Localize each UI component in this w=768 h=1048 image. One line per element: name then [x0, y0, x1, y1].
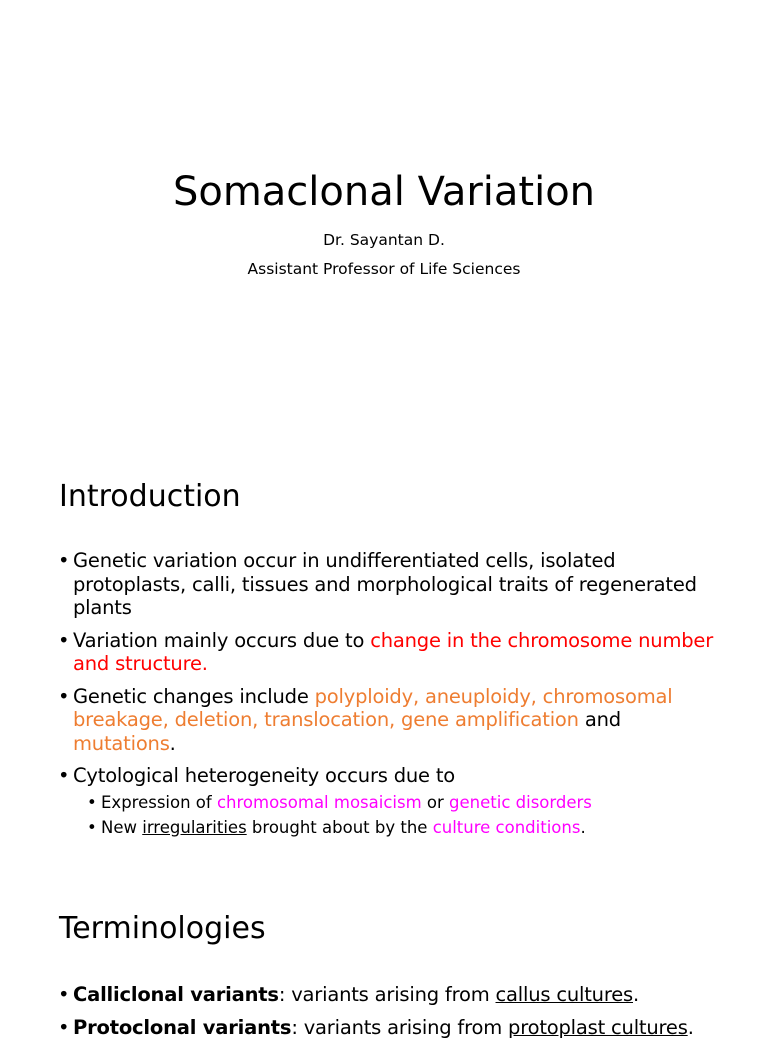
- bullet-item: [58, 685, 718, 756]
- author-name: Dr. Sayantan D.: [323, 231, 445, 249]
- bullet-icon: •: [58, 1015, 70, 1039]
- bullet-item: [58, 1016, 718, 1040]
- bullet-text: New: [101, 817, 143, 837]
- bullet-item: [58, 629, 718, 676]
- sub-bullet-group: [58, 793, 718, 838]
- underlined-text: protoplast cultures: [508, 1015, 688, 1039]
- highlight-text: polyploidy, aneuploidy, chromosomal breakage, deletion, translocation, gene amplification: [73, 684, 673, 731]
- bullet-text: Genetic changes include: [73, 684, 315, 708]
- highlight-text: genetic disorders: [449, 792, 592, 812]
- bullet-icon: •: [58, 764, 70, 787]
- bullet-item: [58, 549, 718, 620]
- bullet-text: and: [578, 708, 621, 731]
- slide-heading: Introduction: [59, 479, 241, 514]
- introduction-slide: [0, 430, 768, 860]
- bullet-text: : variants arising from: [291, 1015, 509, 1039]
- bullet-text: Genetic variation occur in undifferentiated cells, isolated protoplasts, calli, tissues and morphological traits of regenerated plants: [73, 549, 697, 619]
- underlined-text: irregularities: [142, 817, 247, 837]
- slide-heading: Terminologies: [59, 911, 266, 946]
- bullet-list: [58, 983, 718, 1048]
- bullet-text: or: [421, 792, 450, 812]
- sub-bullet-item: [87, 793, 718, 813]
- bullet-icon: •: [87, 817, 97, 837]
- bullet-icon: •: [58, 549, 70, 572]
- bullet-text: Expression of: [101, 792, 217, 812]
- bullet-text: brought about by the: [246, 817, 433, 837]
- bullet-text: .: [169, 731, 176, 755]
- bullet-text: : variants arising from: [278, 983, 496, 1006]
- term-name: Calliclonal variants: [73, 983, 279, 1006]
- bullet-text: Variation mainly occurs due to: [73, 628, 371, 652]
- terminologies-slide: [0, 860, 768, 1039]
- highlight-text: change in the chromosome number and structure.: [73, 628, 714, 675]
- bullet-text: .: [687, 1015, 694, 1039]
- bullet-list: [58, 549, 718, 843]
- bullet-icon: •: [58, 684, 70, 708]
- bullet-icon: •: [58, 983, 70, 1006]
- bullet-item: [58, 983, 718, 1007]
- highlight-text: mutations: [73, 731, 170, 755]
- bullet-text: Cytological heterogeneity occurs due to: [73, 764, 456, 787]
- presentation-title: Somaclonal Variation: [172, 169, 596, 215]
- bullet-icon: •: [58, 628, 70, 652]
- sub-bullet-list: [58, 793, 718, 838]
- term-name: Protoclonal variants: [73, 1015, 292, 1039]
- bullet-icon: •: [87, 792, 97, 812]
- bullet-item: [58, 764, 718, 788]
- highlight-text: culture conditions: [432, 817, 581, 837]
- title-slide: [0, 0, 768, 430]
- bullet-text: .: [633, 983, 639, 1006]
- author-position: Assistant Professor of Life Sciences: [247, 260, 521, 278]
- sub-bullet-item: [87, 818, 718, 838]
- bullet-text: .: [580, 817, 586, 837]
- underlined-text: callus cultures: [495, 983, 633, 1006]
- highlight-text: chromosomal mosaicism: [216, 792, 422, 812]
